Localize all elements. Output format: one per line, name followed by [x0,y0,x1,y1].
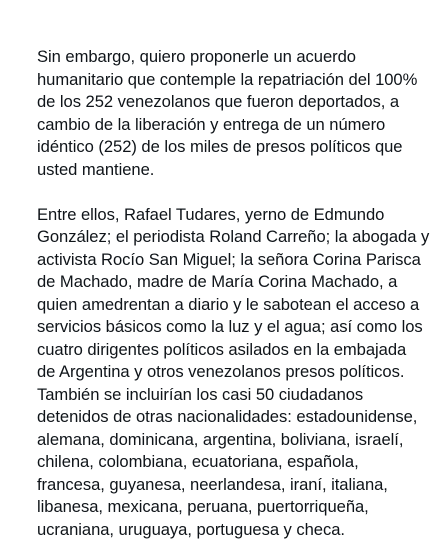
post-body [37,46,430,541]
text-line: de Argentina y otros venezolanos presos políticos. [37,362,405,381]
text-line: activista Rocío San Miguel; la señora Corina Parisca [37,249,421,269]
text-line: Entre ellos, Rafael Tudares, yerno de Edmundo [37,204,385,224]
text-line: idéntico (252) de los miles de presos políticos que [37,137,403,156]
text-line: ucraniana, uruguaya, portuguesa y checa. [37,519,345,539]
text-line: usted mantiene. [37,159,155,179]
text-line: humanitario que contemple la repatriación del 100% [37,69,418,89]
text-line: de Machado, madre de María Corina Machado, a [37,272,398,291]
text-line: detenidos de otras nacionalidades: estadounidense, [37,407,418,426]
paragraph-proposal [37,46,417,181]
text-line: francesa, guyanesa, neerlandesa, iraní, italiana, [37,474,388,494]
text-line: cambio de la liberación y entrega de un número [37,114,386,134]
text-line: González; el periodista Roland Carreño; la abogada y [37,227,430,246]
text-line: alemana, dominicana, argentina, boliviana, israelí, [37,429,404,449]
text-line: cuatro dirigentes políticos asilados en la embajada [37,339,407,359]
text-line: También se incluirían los casi 50 ciudadanos [37,384,364,404]
text-line: chilena, colombiana, ecuatoriana, española, [37,452,359,471]
paragraph-prisoners [37,204,430,542]
text-line: libanesa, mexicana, peruana, puertorriqueña, [37,497,369,516]
text-line: de los 252 venezolanos que fueron deportados, a [37,92,400,111]
text-line: quien amedrentan a diario y le sabotean el acceso a [37,294,420,314]
text-line: servicios básicos como la luz y el agua; así como los [37,317,423,336]
text-line: Sin embargo, quiero proponerle un acuerdo [37,47,356,66]
paragraph-spacer [37,181,417,204]
